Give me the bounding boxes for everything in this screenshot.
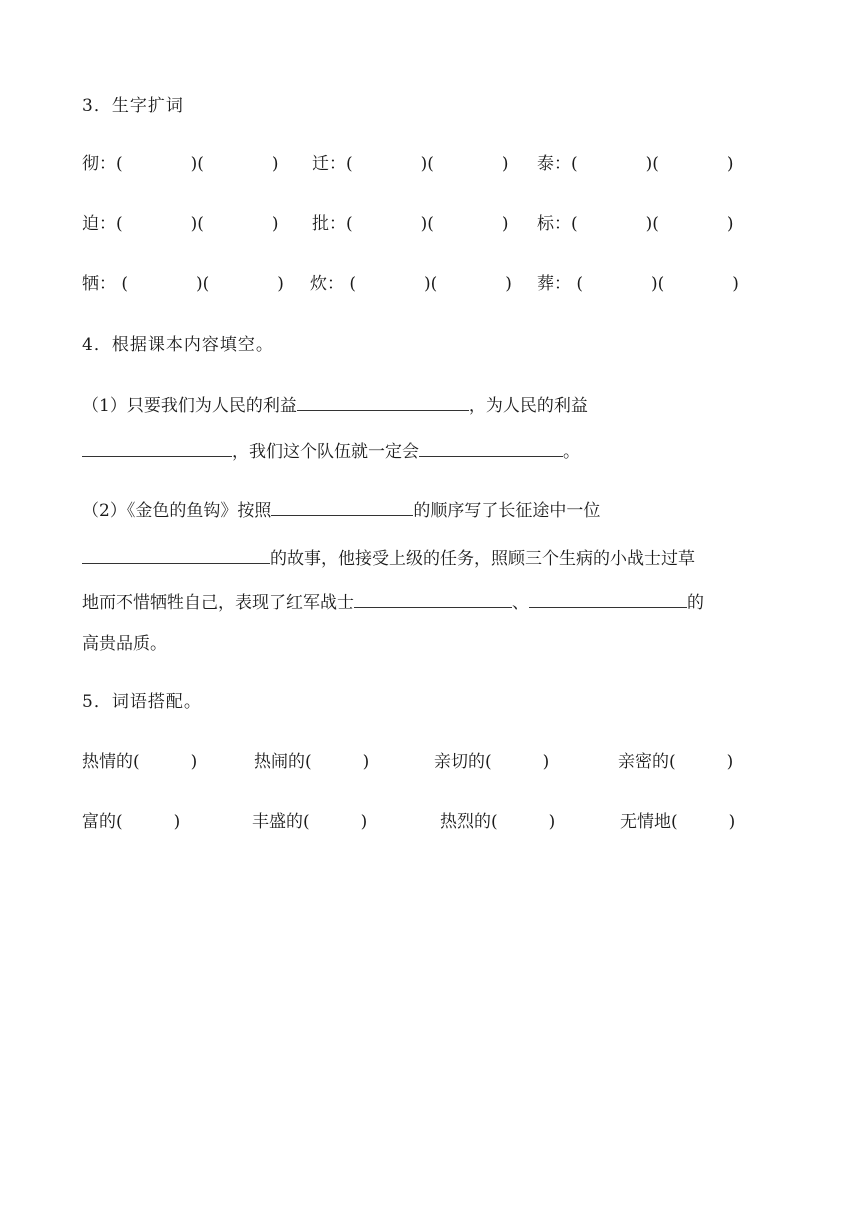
char-item[interactable]: 迁：( )( ) [312, 154, 509, 174]
word-item[interactable]: 无情地( ) [620, 812, 736, 832]
question-1-line-2 [82, 438, 580, 464]
q2-text-c: 的故事，他接受上级的任务，照顾三个生病的小战士过草 [270, 549, 695, 569]
fill-blank[interactable] [354, 589, 512, 608]
question-2-line-3 [82, 589, 704, 615]
q2-text-d: 地而不惜牺牲自己，表现了红军战士 [82, 593, 354, 613]
fill-blank[interactable] [271, 497, 413, 516]
word-row [82, 750, 800, 774]
char-item[interactable]: 标：( )( ) [537, 214, 734, 234]
section-5-title: 5．词语搭配。 [82, 692, 202, 712]
question-2-line-1 [82, 497, 600, 523]
word-item[interactable]: 丰盛的( ) [252, 812, 368, 832]
char-item[interactable]: 炊： ( )( ) [310, 274, 512, 294]
word-item[interactable]: 富的( ) [82, 812, 181, 832]
fill-blank[interactable] [419, 438, 563, 457]
section-3-title: 3．生字扩词 [82, 96, 184, 116]
char-item[interactable]: 牺： ( )( ) [82, 274, 284, 294]
char-item[interactable]: 葬： ( )( ) [537, 274, 739, 294]
word-item[interactable]: 热情的( ) [82, 752, 198, 772]
q1-text-c: ，我们这个队伍就一定会 [232, 442, 419, 462]
section-4-title: 4．根据课本内容填空。 [82, 335, 274, 355]
char-row [82, 212, 800, 236]
fill-blank[interactable] [82, 545, 270, 564]
word-item[interactable]: 亲密的( ) [618, 752, 734, 772]
q1-text-b: ，为人民的利益 [468, 396, 588, 416]
char-item[interactable]: 彻：( )( ) [82, 154, 279, 174]
fill-blank[interactable] [529, 589, 687, 608]
char-item[interactable]: 泰：( )( ) [537, 154, 734, 174]
q1-text-d: 。 [563, 442, 580, 462]
char-row [82, 152, 800, 176]
fill-blank[interactable] [297, 392, 469, 411]
q2-text-f: 的 [687, 593, 704, 613]
word-row [82, 810, 800, 834]
char-row [82, 272, 800, 296]
q2-text-b: 的顺序写了长征途中一位 [413, 501, 601, 521]
question-2-line-2 [82, 545, 695, 571]
word-item[interactable]: 热烈的( ) [440, 812, 556, 832]
fill-blank[interactable] [82, 438, 232, 457]
question-2-line-4: 高贵品质。 [82, 634, 167, 654]
q2-text-e: 、 [512, 593, 529, 613]
q2-text-a: （2）《金色的鱼钩》按照 [82, 501, 272, 521]
word-item[interactable]: 热闹的( ) [254, 752, 370, 772]
q1-text-a: （1）只要我们为人民的利益 [82, 396, 297, 416]
char-item[interactable]: 批：( )( ) [312, 214, 509, 234]
char-item[interactable]: 迫：( )( ) [82, 214, 279, 234]
word-item[interactable]: 亲切的( ) [434, 752, 550, 772]
question-1-line-1 [82, 392, 588, 418]
